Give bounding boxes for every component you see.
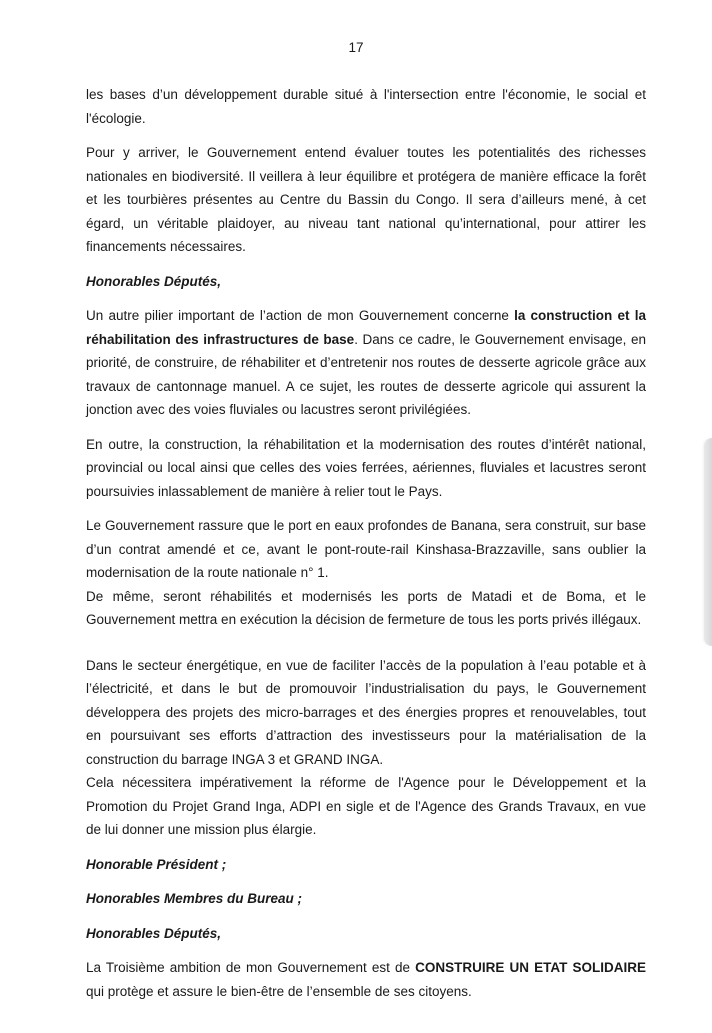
paragraph-roads: En outre, la construction, la réhabilitation et la modernisation des routes d’intérêt national, provincial ou local ainsi que celles des voies ferrées, aériennes, fluviales et lacustres seront poursuivies inlassablement de manière à relier tout le Pays. bbox=[86, 436, 646, 499]
paragraph-sustainable-development: les bases d’un développement durable situé à l'intersection entre l'économie, le social et l'écologie. bbox=[86, 87, 646, 126]
infrastructure-text-a: Un autre pilier important de l’action de mon Gouvernement concerne bbox=[86, 308, 515, 323]
salutation-deputies-2: Honorables Députés, bbox=[86, 925, 222, 941]
salutation-bureau-members: Honorables Membres du Bureau ; bbox=[86, 891, 303, 906]
paragraph-solidarity bbox=[86, 956, 646, 1003]
screen-edge-handle bbox=[704, 438, 712, 646]
infrastructure-emphasis: la construction et la réhabilitation des infrastructures de base bbox=[86, 308, 646, 347]
solidarity-text-c: qui protège et assure le bien-être de l’ensemble de ses citoyens. bbox=[86, 983, 472, 999]
paragraph-infrastructure bbox=[86, 304, 646, 422]
paragraph-ports-matadi-boma: De même, seront réhabilités et modernisés les ports de Matadi et de Boma, et le Gouvernement mettra en exécution la décision de fermeture de tous les ports privés illégaux. bbox=[86, 588, 646, 627]
solidarity-emphasis: CONSTRUIRE UN ETAT SOLIDAIRE bbox=[415, 960, 646, 975]
infrastructure-text-c: . Dans ce cadre, le Gouvernement envisage, en priorité, de construire, de réhabiliter et d’entretenir nos routes de desserte agricole grâce aux travaux de cantonnage manuel. A ce sujet, les routes de desserte agricole qui assurent la jonction avec des voies fluviales ou lacustres seront privilégiées. bbox=[86, 331, 647, 417]
paragraph-biodiversity: Pour y arriver, le Gouvernement entend évaluer toutes les potentialités des richesses nationales en biodiversité. Il veillera à leur équilibre et protégera de manière efficace la forêt et les tourbières présentes au Centre du Bassin du Congo. Il sera d’ailleurs mené, à cet égard, un véritable plaidoyer, au niveau tant national qu’international, pour attirer les financements nécessaires. bbox=[86, 145, 646, 254]
paragraph-adpi-reform: Cela nécessitera impérativement la réforme de l'Agence pour le Développement et la Promotion du Projet Grand Inga, ADPI en sigle et de l'Agence des Grands Travaux, en vue de lui donner une mission plus élargie. bbox=[86, 775, 646, 837]
salutation-president: Honorable Président ; bbox=[86, 856, 227, 872]
paragraph-banana-port: Le Gouvernement rassure que le port en eaux profondes de Banana, sera construit, sur base d’un contrat amendé et ce, avant le pont-route-rail Kinshasa-Brazzaville, sans oublier la modernisation de la route nationale n° 1. bbox=[86, 518, 646, 580]
paragraph-energy: Dans le secteur énergétique, en vue de faciliter l’accès de la population à l’eau potable et à l’électricité, et dans le but de promouvoir l’industrialisation du pays, le Gouvernement développera des projets des micro-barrages et des énergies propres et renouvelables, tout en poursuivant ses efforts d’attraction des investisseurs pour la matérialisation de la construction du barrage INGA 3 et GRAND INGA. bbox=[86, 657, 646, 767]
document-body bbox=[86, 83, 646, 1003]
solidarity-text-a: La Troisième ambition de mon Gouvernement est de bbox=[86, 960, 416, 975]
page-number: 17 bbox=[348, 40, 364, 55]
salutation-deputies: Honorables Députés, bbox=[86, 273, 222, 289]
